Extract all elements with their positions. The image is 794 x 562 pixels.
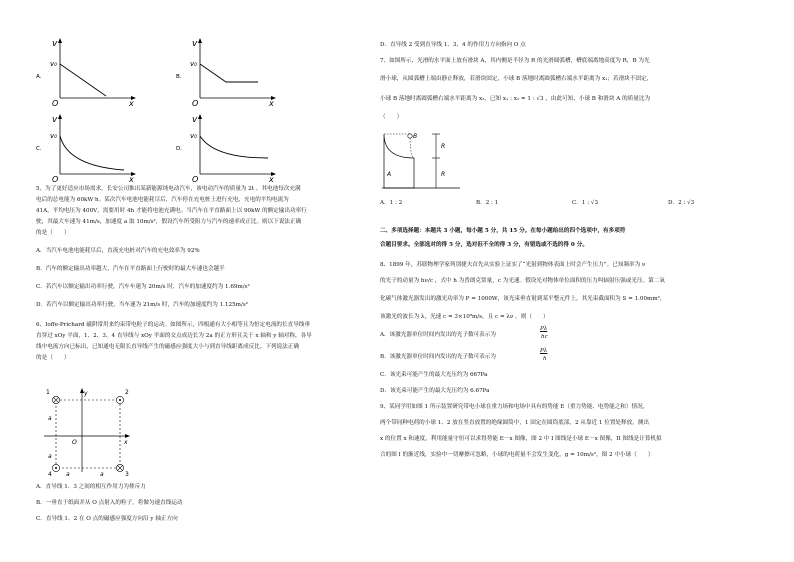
q5-line: 5、为了更好适应市场需求，长安公司推出某新能源纯电动汽车，该电动汽车的质量为 2t 、其电池每次充满 [36, 186, 301, 192]
svg-text:y: y [84, 390, 88, 397]
q8-option-c[interactable]: C．该光束可能产生的最大光压约为 667Pa [380, 372, 488, 378]
q7-line: 滑小球，从圆弧槽上端由静止释放，若滑块固定，小球 B 落地时离圆弧槽右端水平距离为 x₁；若滑块不固定， [380, 76, 653, 82]
q5-option-c[interactable]: C．若汽车以额定输出功率行驶，汽车车速为 20m/s 时，汽车的加速度约为 1.69m/s² [36, 284, 250, 290]
q8-option-b-numerator: Pλ [540, 348, 548, 354]
q8-line: 8、1899 年，苏联物理学家列别捷夫首先从实验上证实了“光射到物体表面上时会产生压力”。已知频率为 ν [380, 262, 646, 268]
svg-text:C.: C. [36, 146, 42, 152]
svg-text:A.: A. [36, 74, 42, 80]
svg-text:B: B [413, 133, 418, 140]
q6-option-d[interactable]: D．直导线 2 受到直导线 1、3、4 的作用力方向指向 O 点 [380, 42, 526, 48]
svg-text:R: R [441, 171, 446, 178]
wire-3-into-page-icon [116, 464, 123, 471]
wire-square-diagram [40, 386, 150, 476]
q9-line: x 的位置 x 和速度，利用能量守恒可以求得势能 E－x 图像，图 2 中 I 图线是小球 E－x 图像，II 图线是计算机拟 [380, 436, 662, 442]
svg-text:x: x [269, 99, 274, 108]
q9-line: 合的图 I 的渐近线，实验中一切摩擦可忽略，小球的电荷量不会发生变化，g = 10m/s²，图 2 中小球（ ） [380, 452, 654, 458]
svg-text:O: O [72, 439, 77, 446]
svg-text:v: v [52, 39, 58, 49]
q9-line: 9、某同学用如图 1 所示装置研究带电小球在重力场和电场中具有的势能 E（重力势能、电势能之和）情况。 [380, 404, 649, 410]
q5-option-a[interactable]: A．当汽车电池电能耗尽后，直流充电桩对汽车的充电效率为 92% [36, 248, 200, 254]
svg-text:a: a [66, 471, 70, 476]
ball-b-icon [408, 134, 412, 138]
svg-text:A: A [387, 171, 392, 178]
graph-option-d [174, 112, 284, 184]
svg-text:3: 3 [125, 471, 129, 476]
q6-option-a[interactable]: A．直导线 1、3 之间的相互作用力为排斥力 [36, 484, 146, 490]
svg-text:O: O [52, 99, 59, 108]
svg-text:R: R [441, 143, 446, 150]
svg-text:D.: D. [176, 146, 183, 152]
svg-text:v₀: v₀ [50, 132, 57, 140]
q7-option-a[interactable]: A．1 : 2 [380, 200, 403, 206]
svg-text:a: a [48, 453, 52, 460]
q5-option-b[interactable]: B．汽车的额定输出功率越大，汽车在平直路面上行驶时的最大车速也会越半 [36, 266, 225, 272]
q8-option-b-denominator: h [543, 356, 547, 362]
svg-text:v: v [192, 115, 198, 125]
q7-line: （ ） [380, 114, 403, 120]
wire-1-into-page-icon [52, 396, 59, 403]
svg-text:1: 1 [46, 389, 50, 396]
svg-text:a: a [48, 415, 52, 422]
svg-text:x: x [269, 175, 274, 184]
svg-text:O: O [52, 175, 59, 184]
graph-option-a [34, 36, 144, 108]
svg-text:v: v [52, 115, 58, 125]
svg-text:2: 2 [125, 389, 129, 396]
svg-text:O: O [192, 175, 199, 184]
graph-option-b [174, 36, 284, 108]
svg-text:x: x [124, 439, 128, 446]
svg-text:4: 4 [48, 471, 52, 476]
q5-line: 电后的总电能为 60kW·h。某次汽车电池电能耗尽后，汽车停在充电桩上进行充电，充电的平均电流为 [36, 197, 289, 203]
q6-line: 直穿过 xOy 平面，1、2、3、4 直导线与 xOy 平面的交点成边长为 2a 的正方形且关于 x 轴和 y 轴对称，各导 [36, 333, 312, 339]
svg-text:v₀: v₀ [190, 60, 197, 68]
q5-option-d[interactable]: D．若汽车以额定输出功率行驶，当车速为 21m/s 时，汽车的加速度约为 1.125m/s² [36, 302, 248, 308]
q8-option-b-text: B．该激光器单位时间内发出的光子数可表示为 [380, 354, 496, 360]
q6-line: 6、Ioffe-Prichard 磁阱常用来约束带电粒子的运动。如图所示，四根通有大小相等且为恒定电流的长直导线垂 [36, 322, 310, 328]
svg-text:v: v [192, 39, 198, 49]
section-2-heading-cont: 合题目要求。全部选对的得 5 分，选对但不全的得 3 分，有错选或不选的得 0 分。 [380, 242, 588, 248]
svg-text:x: x [129, 175, 134, 184]
q8-line: 该激光的波长为 λ，光速 c = 3×10⁸m/s，且 c = λν ，则（ ） [380, 314, 549, 320]
section-2-heading: 二、多项选择题：本题共 3 小题，每小题 5 分，共 15 分。在每小题给出的四个选项中，有多项符 [380, 228, 626, 234]
q7-option-c[interactable]: C．1 : √3 [572, 200, 598, 206]
q7-option-d[interactable]: D．2 : √3 [668, 200, 695, 206]
q6-option-c[interactable]: C．直导线 1、2 在 O 点的磁感应强度方向沿 y 轴正方向 [36, 516, 178, 522]
svg-text:O: O [192, 99, 199, 108]
wire-4-out-of-page-icon [52, 464, 59, 471]
q6-line: 线中电流方向已标出，已知通电无限长直导线产生的磁感应强度大小与到直导线距离成反比。下列说法正确 [36, 344, 299, 350]
svg-text:B.: B. [176, 74, 182, 80]
q9-line: 两个带同种电荷的小球 1、2 放在竖直放置的绝缘圆筒中，1 固定在圆筒底部，2 从靠近 1 位置处释放，测出 [380, 420, 649, 426]
q7-line: 7、如图所示，光滑的水平面上放有滑块 A，其内侧是半径为 R 的光滑圆弧槽，槽底端离地高度为 R，B 为光 [380, 58, 650, 64]
q5-line: 的是（ ） [36, 230, 70, 236]
q6-line: 的是（ ） [36, 355, 70, 361]
q8-line: 的光子的动量为 hν/c ，式中 h 为普朗克常量，c 为光速。假设光对物体单位面积的压力叫辐射压强或光压。第二氧 [380, 278, 665, 284]
svg-text:v₀: v₀ [190, 132, 197, 140]
q8-option-a-denominator: hc [541, 334, 548, 340]
q5-line: 41A，平均电压为 400V，需要用时 4h 才能将电池充满电。当汽车在平直路面上以 90kW 的额定输出功率行 [36, 208, 307, 214]
svg-text:x: x [129, 99, 134, 108]
q8-line: 化碳气体激光器发出的激光功率为 P = 1000W，该光束垂直射到某平整元件上，其光束截面积为 S = 1.00mm²， [380, 296, 666, 302]
q6-option-b[interactable]: B．一垂直于纸面并从 O 点射入的粒子，将做匀速直线运动 [36, 500, 183, 506]
q5-line: 驶，其最大车速为 41m/s，加速度 a 取 10m/s²，假设汽车所受阻力与汽车的速率成正比。则以下说法正确 [36, 219, 302, 225]
q7-option-b[interactable]: B．2 : 1 [476, 200, 499, 206]
q8-option-d[interactable]: D．该光束可能产生的最大光压约为 6.67Pa [380, 388, 490, 394]
graph-option-c [34, 112, 144, 184]
svg-text:v₀: v₀ [50, 60, 57, 68]
q7-line: 小球 B 落地时离圆弧槽右端水平距离为 x₂，已知 x₁ : x₂ = 1 : √3 ，由此可知，小球 B 和滑块 A 的质量比为 [380, 96, 651, 102]
q8-option-a-numerator: Pλ [540, 326, 548, 332]
q8-option-a-text: A．该激光器单位时间内发出的光子数可表示为 [380, 332, 496, 338]
arc-groove-diagram [380, 126, 464, 192]
svg-text:a: a [100, 471, 104, 476]
wire-2-out-of-page-icon [116, 396, 123, 403]
